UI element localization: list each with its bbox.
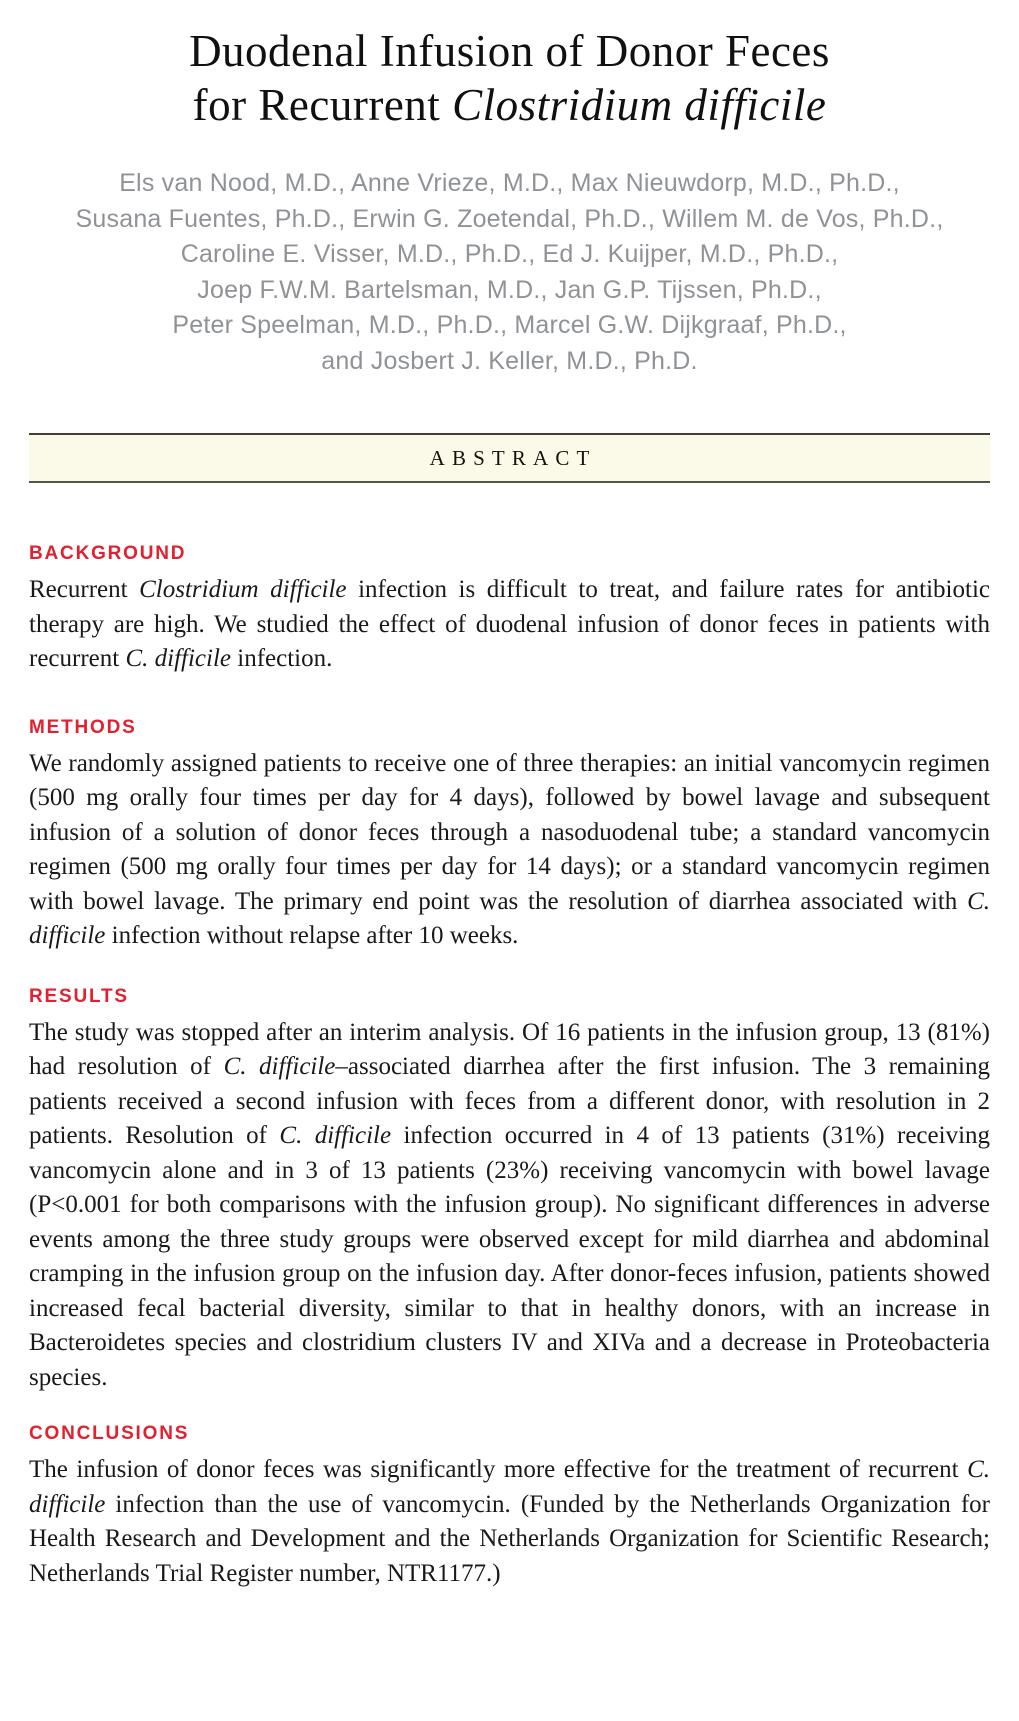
author-list <box>29 166 990 379</box>
author-line: Joep F.W.M. Bartelsman, M.D., Jan G.P. Tijssen, Ph.D., <box>197 275 822 304</box>
title-species-italic: Clostridium difficile <box>452 80 827 130</box>
section-methods <box>29 717 990 954</box>
section-results <box>29 986 990 1396</box>
section-heading-methods: METHODS <box>29 716 137 738</box>
author-line: Els van Nood, M.D., Anne Vrieze, M.D., Max Nieuwdorp, M.D., Ph.D., <box>119 169 900 197</box>
abstract-banner-label: ABSTRACT <box>429 445 597 470</box>
section-paragraph-results: The study was stopped after an interim analysis. Of 16 patients in the infusion group, 13 (81%) had resolution of C. difficile–associated diarrhea after the first infusion. The 3 remaining patients received a second infusion with feces from a different donor, with resolution in 2 patients. Resolution of C. difficile infection occurred in 4 of 13 patients (31%) receiving vancomycin alone and in 3 of 13 patients (23%) receiving vancomycin with bowel lavage (P<0.001 for both comparisons with the infusion group). No significant differences in adverse events among the three study groups were observed except for mild diarrhea and abdominal cramping in the infusion group on the infusion day. After donor-feces infusion, patients showed increased fecal bacterial diversity, similar to that in healthy donors, with an increase in Bacteroidetes species and clostridium clusters IV and XIVa and a decrease in Proteobacteria species. <box>29 1018 991 1391</box>
title-line-2 <box>193 80 827 130</box>
title-line-2-prefix: for Recurrent <box>192 80 453 130</box>
section-heading-results: RESULTS <box>29 985 129 1007</box>
author-line: and Josbert J. Keller, M.D., Ph.D. <box>321 346 698 375</box>
author-line: Susana Fuentes, Ph.D., Erwin G. Zoetendal, Ph.D., Willem M. de Vos, Ph.D., <box>75 204 944 233</box>
section-paragraph-background: Recurrent Clostridium difficile infection is difficult to treat, and failure rates for antibiotic therapy are high. We studied the effect of duodenal infusion of donor feces in patients with recurrent C. difficile infection. <box>29 576 990 672</box>
section-background <box>29 543 990 677</box>
section-paragraph-methods: We randomly assigned patients to receive one of three therapies: an initial vancomycin regimen (500 mg orally four times per day for 4 days), followed by bowel lavage and subsequent infusion of a solution of donor feces through a nasoduodenal tube; a standard vancomycin regimen (500 mg orally four times per day for 14 days); or a standard vancomycin regimen with bowel lavage. The primary end point was the resolution of diarrhea associated with C. difficile infection without relapse after 10 weeks. <box>29 749 990 949</box>
section-heading-background: BACKGROUND <box>29 543 187 564</box>
paper-title <box>29 24 990 132</box>
title-line-1: Duodenal Infusion of Donor Feces <box>189 26 830 76</box>
abstract-banner <box>29 433 990 483</box>
author-line: Peter Speelman, M.D., Ph.D., Marcel G.W. Dijkgraaf, Ph.D., <box>172 311 847 339</box>
section-heading-conclusions: CONCLUSIONS <box>29 1423 190 1444</box>
section-conclusions <box>29 1423 990 1591</box>
author-line: Caroline E. Visser, M.D., Ph.D., Ed J. Kuijper, M.D., Ph.D., <box>180 240 839 268</box>
section-paragraph-conclusions: The infusion of donor feces was significantly more effective for the treatment of recurrent C. difficile infection than the use of vancomycin. (Funded by the Netherlands Organization for Health Research and Development and the Netherlands Organization for Scientific Research; Netherlands Trial Register number, NTR1177.) <box>29 1456 990 1587</box>
